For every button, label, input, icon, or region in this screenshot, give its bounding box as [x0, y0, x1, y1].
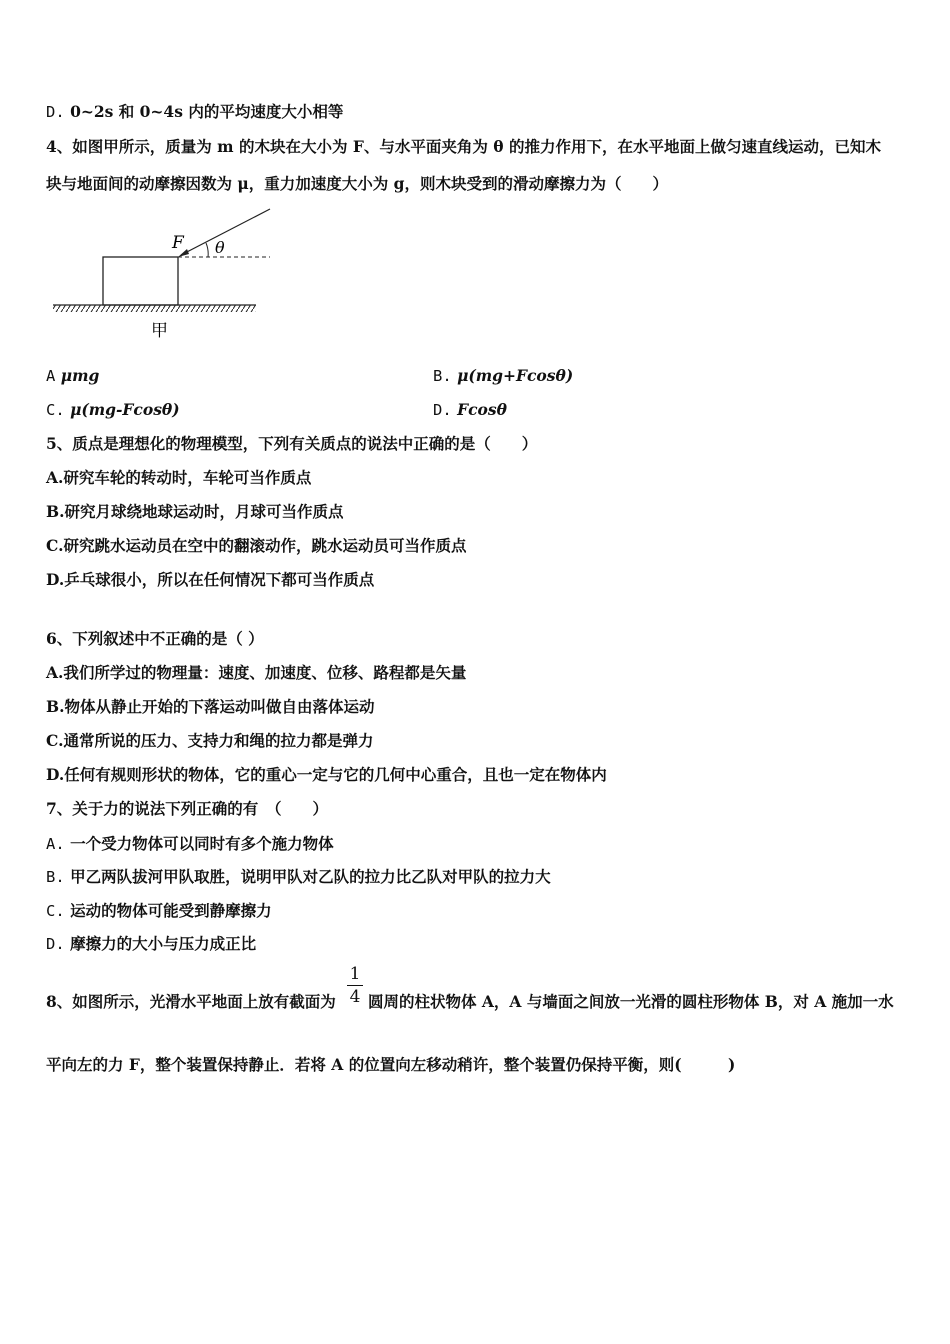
- q6-option-a: A.我们所学过的物理量：速度、加速度、位移、路程都是矢量: [46, 663, 467, 682]
- q5-option-b: B.研究月球绕地球运动时，月球可当作质点: [46, 502, 344, 521]
- option-label: D.: [46, 935, 65, 953]
- angle-label: θ: [215, 238, 225, 257]
- q8-stem-line2: 平向左的力 F，整个装置保持静止．若将 A 的位置向左移动稍许，整个装置仍保持平衡，则( ): [46, 1055, 736, 1074]
- q6-option-b: B.物体从静止开始的下落运动叫做自由落体运动: [46, 697, 375, 716]
- option-text: 0~2s 和 0~4s 内的平均速度大小相等: [64, 102, 344, 121]
- option-text: 运动的物体可能受到静摩擦力: [64, 901, 272, 920]
- q6-option-c: C.通常所说的压力、支持力和绳的拉力都是弹力: [46, 731, 374, 750]
- force-label: F: [172, 233, 184, 253]
- figure-caption: 甲: [151, 321, 168, 341]
- q4-figure: [48, 205, 278, 345]
- q7-option-a: [46, 834, 334, 854]
- q4-stem-line2: 块与地面间的动摩擦因数为 μ，重力加速度大小为 g，则木块受到的滑动摩擦力为（ ）: [46, 174, 668, 193]
- q4-option-a: [46, 366, 99, 386]
- q7-stem: 7、关于力的说法下列正确的有 （ ）: [46, 799, 329, 818]
- option-label: C.: [46, 401, 65, 419]
- q3-option-d: [46, 102, 343, 122]
- q7-option-d: [46, 934, 256, 954]
- q6-stem: 6、下列叙述中不正确的是（ ）: [46, 629, 264, 648]
- option-label: D.: [46, 103, 65, 121]
- fraction-denominator: 4: [349, 987, 361, 1007]
- q5-option-a: A.研究车轮的转动时，车轮可当作质点: [46, 468, 312, 487]
- q4-stem-line1: 4、如图甲所示，质量为 m 的木块在大小为 F、与水平面夹角为 θ 的推力作用下，在水平地面上做匀速直线运动，已知木: [46, 137, 882, 156]
- force-line: [181, 209, 270, 255]
- fraction-numerator: 1: [349, 964, 361, 984]
- q8-fraction: [347, 964, 363, 1007]
- q7-option-b: [46, 867, 551, 887]
- q5-option-d: D.乒乓球很小，所以在任何情况下都可当作质点: [46, 570, 375, 589]
- q5-stem: 5、质点是理想化的物理模型，下列有关质点的说法中正确的是（ ）: [46, 434, 538, 453]
- q7-option-c: [46, 901, 272, 921]
- q8-stem-line1-post: 圆周的柱状物体 A，A 与墙面之间放一光滑的圆柱形物体 B，对 A 施加一水: [368, 992, 894, 1011]
- option-label: A.: [46, 835, 65, 853]
- ground-hatch: [53, 305, 256, 312]
- fraction-bar: [347, 985, 363, 986]
- q4-option-d: [433, 400, 507, 420]
- option-text: 一个受力物体可以同时有多个施力物体: [64, 834, 334, 853]
- option-label: A: [46, 367, 56, 385]
- option-label: C.: [46, 902, 65, 920]
- q5-option-c: C.研究跳水运动员在空中的翻滚动作，跳水运动员可当作质点: [46, 536, 467, 555]
- option-label: D.: [433, 401, 452, 419]
- option-text: μ(mg-Fcosθ): [64, 400, 180, 419]
- option-text: 摩擦力的大小与压力成正比: [64, 934, 257, 953]
- option-label: B.: [46, 868, 65, 886]
- option-text: 甲乙两队拔河甲队取胜，说明甲队对乙队的拉力比乙队对甲队的拉力大: [64, 867, 551, 886]
- option-text: Fcosθ: [451, 400, 507, 419]
- q4-option-c: [46, 400, 180, 420]
- q4-option-b: [433, 366, 573, 386]
- block: [103, 257, 178, 305]
- option-text: μ(mg+Fcosθ): [451, 366, 574, 385]
- option-label: B.: [433, 367, 452, 385]
- angle-arc: [206, 243, 208, 257]
- option-text: μmg: [55, 366, 100, 385]
- q6-option-d: D.任何有规则形状的物体，它的重心一定与它的几何中心重合，且也一定在物体内: [46, 765, 607, 784]
- q8-stem-line1-pre: 8、如图所示，光滑水平地面上放有截面为: [46, 992, 336, 1011]
